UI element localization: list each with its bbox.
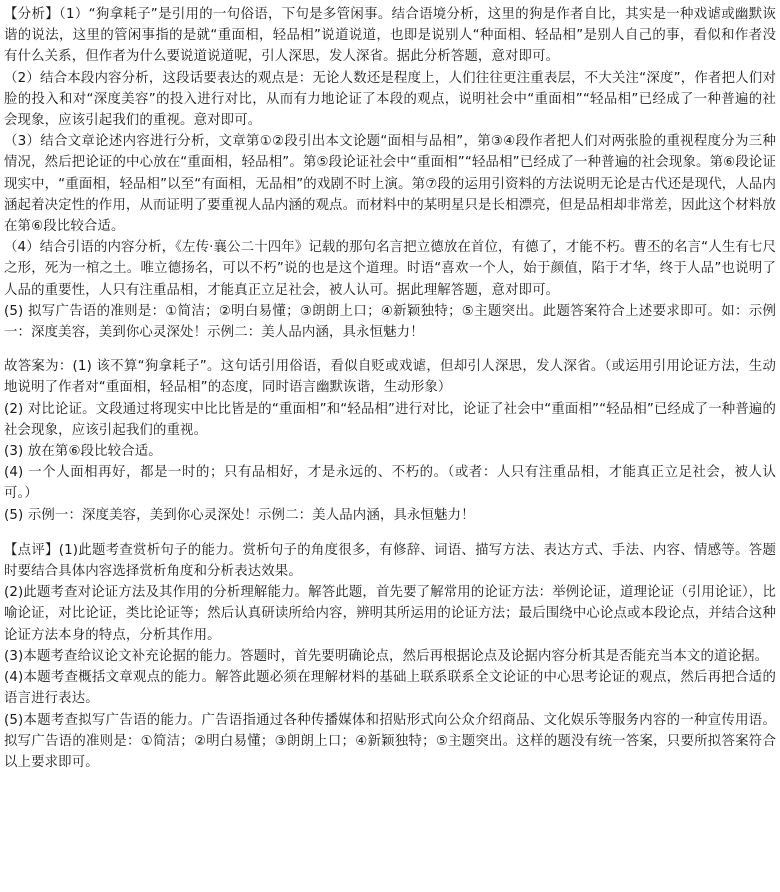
answer-paragraph-5: (5) 示例一：深度美容，美到你心灵深处！示例二：美人品内涵，具永恒魅力！ <box>4 507 475 523</box>
analysis-paragraph-1: 【分析】（1）“狗拿耗子”是引用的一句俗语，下句是多管闲事。结合语境分析，这里的狗是作者自比，其实是一种戏谑或幽默诙谐的说法，这里的管闲事指的是就“重面相，轻品相”说道说道，也即是说别人“种面相、轻品相”是别人自己的事，看似和作者没有什么关系，但作者为什么要说道说道呢，引人深思，发人深省。据此分析答题，意对即可。 <box>4 7 776 65</box>
analysis-paragraph-3: （3）结合文章论述内容进行分析，文章第①②段引出本文论题“面相与品相”，第③④段作者把人们对两张脸的重视程度分为三种情况，然后把论证的中心放在“重面相，轻品相”。第⑤段论证社会中“重面相”“轻品相”已经成了一种普遍的社会现象。第⑥段论证现实中，“重面相，轻品相”以至“有面相，无品相”的戏剧不时上演。第⑦段的运用引资料的方法说明无论是古代还是现代，人品内涵起着决定性的作用，从而证明了要重视人品内涵的观点。而材料中的某明星只是长相漂亮，但是品相却非常差，因此这个材料放在第⑥段比较合适。 <box>4 134 776 235</box>
comment-paragraph-4: (4)本题考查概括文章观点的能力。解答此题必须在理解材料的基础上联系联系全文论证的中心思考论证的观点，然后再把合适的语言进行表达。 <box>4 670 776 707</box>
comment-paragraph-3: (3)本题考查给议论文补充论据的能力。答题时，首先要明确论点，然后再根据论点及论据内容分析其是否能充当本文的道论据。 <box>4 648 769 664</box>
section-divider-1 <box>4 343 776 356</box>
comment-paragraph-1: 【点评】(1)此题考查赏析句子的能力。赏析句子的角度很多，有修辞、词语、描写方法、表达方式、手法、内容、情感等。答题时要结合具体内容选择赏析角度和分析表达效果。 <box>4 542 776 580</box>
analysis-paragraph-4: （4）结合引语的内容分析，《左传·襄公二十四年》记载的那句名言把立德放在首位，有德了，才能不朽。曹丕的名言“人生有七尺之形，死为一棺之土。唯立德扬名，可以不朽”说的也是这个道理。时语“喜欢一个人，始于颜值，陷于才华，终于人品”也说明了人品的重要性，人只有注重品相，才能真正立足社会，被人认可。据此理解答题，意对即可。 <box>4 240 776 298</box>
answer-paragraph-1: 故答案为：(1) 该不算“狗拿耗子”。这句话引用俗语，看似自贬或戏谑，但却引人深思，发人深省。（或运用引用论证方法，生动地说明了作者对“重面相，轻品相”的态度，同时语言幽默诙谐，生动形象） <box>4 359 776 396</box>
analysis-section <box>4 4 776 343</box>
answer-paragraph-4: (4) 一个人面相再好，都是一时的；只有品相好，才是永远的、不朽的。（或者：人只有注重品相，才能真正立足社会，被人认可。） <box>4 465 776 502</box>
answer-section <box>4 356 776 526</box>
section-divider-2 <box>4 526 776 540</box>
analysis-paragraph-2: （2）结合本段内容分析，这段话要表达的观点是：无论人数还是程度上，人们往往更注重表层，不大关注“深度”，作者把人们对脸的投入和对“深度美容”的投入进行对比，从而有力地论证了本段的观点，说明社会中“重面相”“轻品相”已经成了一种普遍的社会现象，应该引起我们的重视。意对即可。 <box>4 70 776 129</box>
comment-paragraph-2: (2)此题考查对论证方法及其作用的分析理解能力。解答此题，首先要了解常用的论证方法：举例论证，道理论证（引用论证），比喻论证，对比论证，类比论证等；然后认真研读所给内容，辨明其所运用的论证方法；最后围绕中心论点或本段论点，并结合这种论证方法本身的特点，分析其作用。 <box>4 585 776 643</box>
analysis-paragraph-5: (5) 拟写广告语的准则是：①简洁；②明白易懂；③朗朗上口；④新颖独特；⑤主题突出。此题答案符合上述要求即可。如：示例一：深度美容，美到你心灵深处！示例二：美人品内涵，具永恒魅力！ <box>4 303 776 341</box>
comment-paragraph-5: (5)本题考查拟写广告语的能力。广告语指通过各种传播媒体和招贴形式向公众介绍商品、文化娱乐等服务内容的一种宣传用语。拟写广告语的准则是：①简洁；②明白易懂；③朗朗上口；④新颖独特；⑤主题突出。这样的题没有统一答案，只要所拟答案符合以上要求即可。 <box>4 712 776 770</box>
answer-paragraph-2: (2) 对比论证。文段通过将现实中比比皆是的“重面相”和“轻品相”进行对比，论证了社会中“重面相”“轻品相”已经成了一种普遍的社会现象，应该引起我们的重视。 <box>4 401 776 438</box>
comment-section <box>4 540 776 773</box>
answer-paragraph-3: (3) 放在第⑥段比较合适。 <box>4 444 162 460</box>
